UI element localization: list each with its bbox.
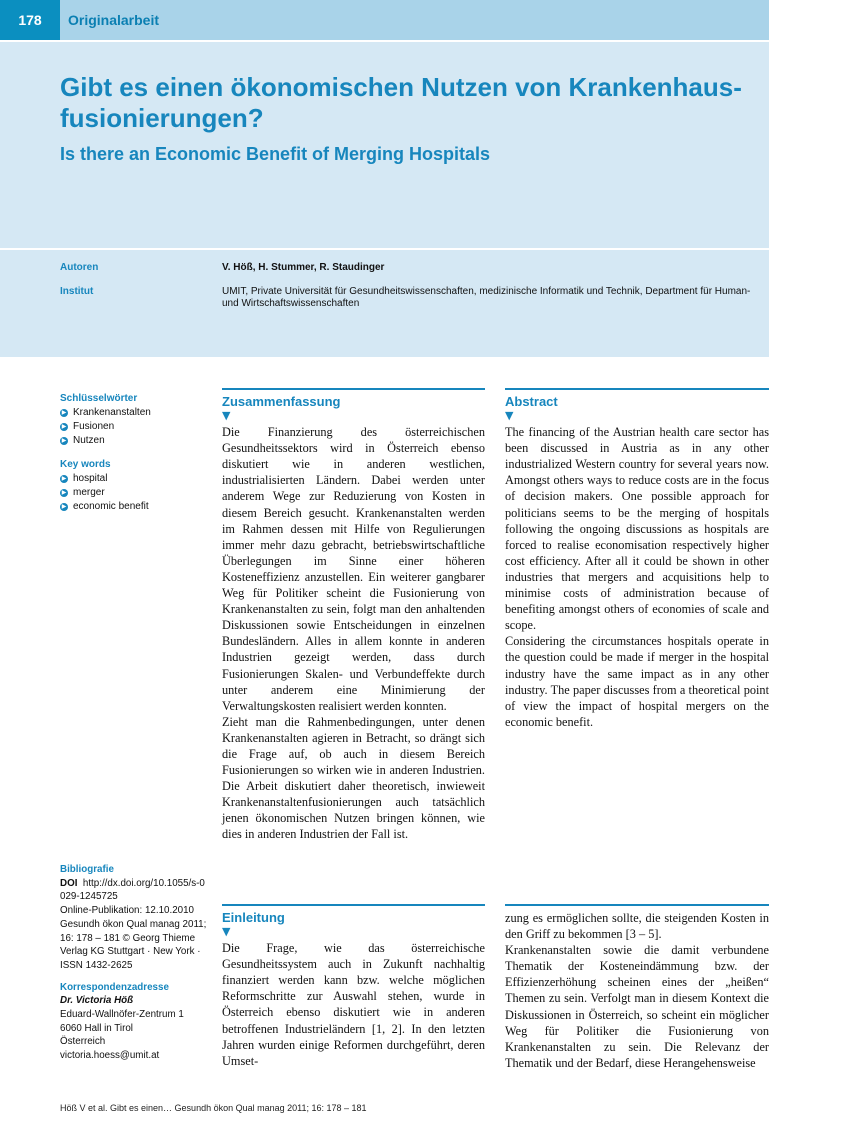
title-german-line2: fusionierungen? (60, 103, 264, 133)
abstract-paragraph: Considering the circumstances hospitals operate in the question could be made if merger in the hospital industry have the same impact as in any other industry. The paper discusses from a theoretical point of view the impact of hospital mergers on the economic benefit. (505, 634, 769, 729)
keyword-item: ▶ Nutzen (61, 435, 105, 446)
keyword-item: ▶ merger (61, 487, 105, 498)
title-german-line1: Gibt es einen ökonomischen Nutzen von Krankenhaus- (60, 72, 742, 102)
zusammenfassung-section (222, 388, 485, 843)
einleitung-continued (505, 904, 769, 1071)
correspondence-email[interactable]: victoria.hoess@umit.at (60, 1050, 160, 1062)
correspondence-country: Österreich (60, 1036, 106, 1048)
triangle-down-icon: ▼ (222, 409, 231, 423)
einleitung-paragraph: Krankenanstalten sowie die damit verbundene Thematik der Kosteneindämmung bzw. der Effizienzerhöhung scheinen eines der „heißen“ Themen zu sein. Verfolgt man in diesem Kontext die Diskussionen in Österreich, so scheint ein möglicher Weg für Politiker die Fusionierung von Krankenanstalten zu sein. Die Relevanz der Thematik und der Bedarf, diese Herangehensweise (505, 943, 769, 1070)
keywords-en-heading: Key words (60, 459, 111, 470)
abstract-section (505, 388, 769, 730)
zusammenfassung-heading: Zusammenfassung (222, 388, 485, 410)
triangle-down-icon: ▼ (505, 409, 514, 423)
arrow-bullet-icon: ▶ (61, 504, 67, 510)
title-german (60, 72, 769, 134)
online-date: Online-Publikation: 12.10.2010 (60, 905, 194, 917)
einleitung-section (222, 904, 485, 1069)
arrow-bullet-icon: ▶ (61, 476, 67, 482)
keyword-item: ▶ hospital (61, 473, 108, 484)
authors: V. Höß, H. Stummer, R. Staudinger (222, 262, 385, 273)
correspondence-street: Eduard-Wallnöfer-Zentrum 1 (60, 1009, 184, 1021)
doi-line: DOI http://dx.doi.org/10.1055/s-0029-1245725 (60, 877, 205, 903)
abstract-paragraph: The financing of the Austrian health care sector has been discussed in Austria as in any other industrialized Western country for several years now. Amongst others ways to reduce costs are in the focus of decision makers. One possible approach for politicians seems to be the merging of hospitals following the ongoing discussions as hospitals are forced to realise economisation respectively higher cost efficiency. After all it could be shown in other industries that mergers and acquisitions help to minimise costs of administration because of benefiting amongst others of economies of scale and scope. (505, 425, 769, 633)
institute: UMIT, Private Universität für Gesundheitswissenschaften, medizinische Informatik und Technik, Department für Human- und Wirtschaftswissenschaften (222, 286, 751, 309)
journal-info: Gesundh ökon Qual manag 2011; 16: 178 – 181 © Georg Thieme Verlag KG Stuttgart · New York · ISSN 1432-2625 (60, 918, 207, 971)
authors-label: Autoren (60, 262, 99, 273)
abstract-heading: Abstract (505, 388, 769, 410)
arrow-bullet-icon: ▶ (61, 410, 67, 416)
keywords-en (60, 458, 210, 514)
keyword-item: ▶ economic benefit (61, 501, 149, 512)
correspondence-name: Dr. Victoria Höß (60, 995, 134, 1007)
keyword-item: ▶ Krankenanstalten (61, 407, 151, 418)
page-number: 178 (0, 0, 60, 40)
arrow-bullet-icon: ▶ (61, 424, 67, 430)
institute-label: Institut (60, 286, 94, 297)
zusammenfassung-paragraph: Die Finanzierung des österreichischen Gesundheitssektors wird in Österreich ebenso diskutiert wie in anderen westlichen, industrialisierten Ländern. Dabei werden unter anderem Wege zur Reduzierung von Kosten in diesem Bereich gesucht. Krankenanstalten werden im Rahmen dessen mit Hilfe von Regulierungen immer mehr dazu gebracht, betriebswirtschaftliche Überlegungen im Sinne einer höheren Kosteneffizienz anzustellen. Ein weiterer gangbarer Weg für Politiker scheint die Fusionierung von Krankenanstalten zu sein, folgt man den anhaltenden Diskussionen sowie Entscheidungen in einzelnen Bundesländern. Alles in allem konnte in anderen Industrien gezeigt werden, dass durch Fusionierungen Skalen- und Verbundeffekte durch unter anderem eine Minimierung der Verwaltungskosten realisiert werden konnten. (222, 425, 485, 713)
keywords-de (60, 392, 210, 448)
bibliography-heading: Bibliografie (60, 864, 114, 875)
triangle-down-icon: ▼ (222, 925, 231, 939)
einleitung-heading: Einleitung (222, 904, 485, 926)
keyword-item: ▶ Fusionen (61, 421, 115, 432)
keywords-de-heading: Schlüsselwörter (60, 393, 138, 404)
arrow-bullet-icon: ▶ (61, 490, 67, 496)
doi-link[interactable]: http://dx.doi.org/10.1055/s-0029-1245725 (60, 877, 205, 903)
correspondence-heading: Korrespondenzadresse (60, 981, 169, 993)
section-label: Originalarbeit (68, 12, 160, 28)
correspondence-city: 6060 Hall in Tirol (60, 1022, 133, 1034)
arrow-bullet-icon: ▶ (61, 438, 67, 444)
title-english: Is there an Economic Benefit of Merging Hospitals (60, 144, 491, 164)
einleitung-paragraph: zung es ermöglichen sollte, die steigenden Kosten in den Griff zu bekommen [3 – 5]. (505, 911, 769, 942)
footer-citation: Höß V et al. Gibt es einen… Gesundh ökon Qual manag 2011; 16: 178 – 181 (60, 1103, 367, 1113)
einleitung-paragraph: Die Frage, wie das österreichische Gesundheitssystem auch in Zukunft nachhaltig finanziert werden kann bzw. welche möglichen Reformschritte zur Auswahl stehen, wurde in Österreich ebenso diskutiert wie in anderen betroffenen Industrieländern [1, 2]. In den letzten Jahren wurden einige Reformen durchgeführt, deren Umset- (222, 941, 485, 1068)
bibliography-block (60, 863, 210, 1063)
zusammenfassung-paragraph: Zieht man die Rahmenbedingungen, unter denen Krankenanstalten agieren in Betracht, so drängt sich die Frage auf, ob auch in diesem Bereich Fusionierungen so wirken wie in anderen Industrien. Die Arbeit diskutiert daher theoretisch, inwieweit Krankenanstaltenfusionierungen auch tatsächlich jenen ökonomischen Nutzen bringen können, wie dies in anderen Industrien der Fall ist. (222, 714, 485, 842)
